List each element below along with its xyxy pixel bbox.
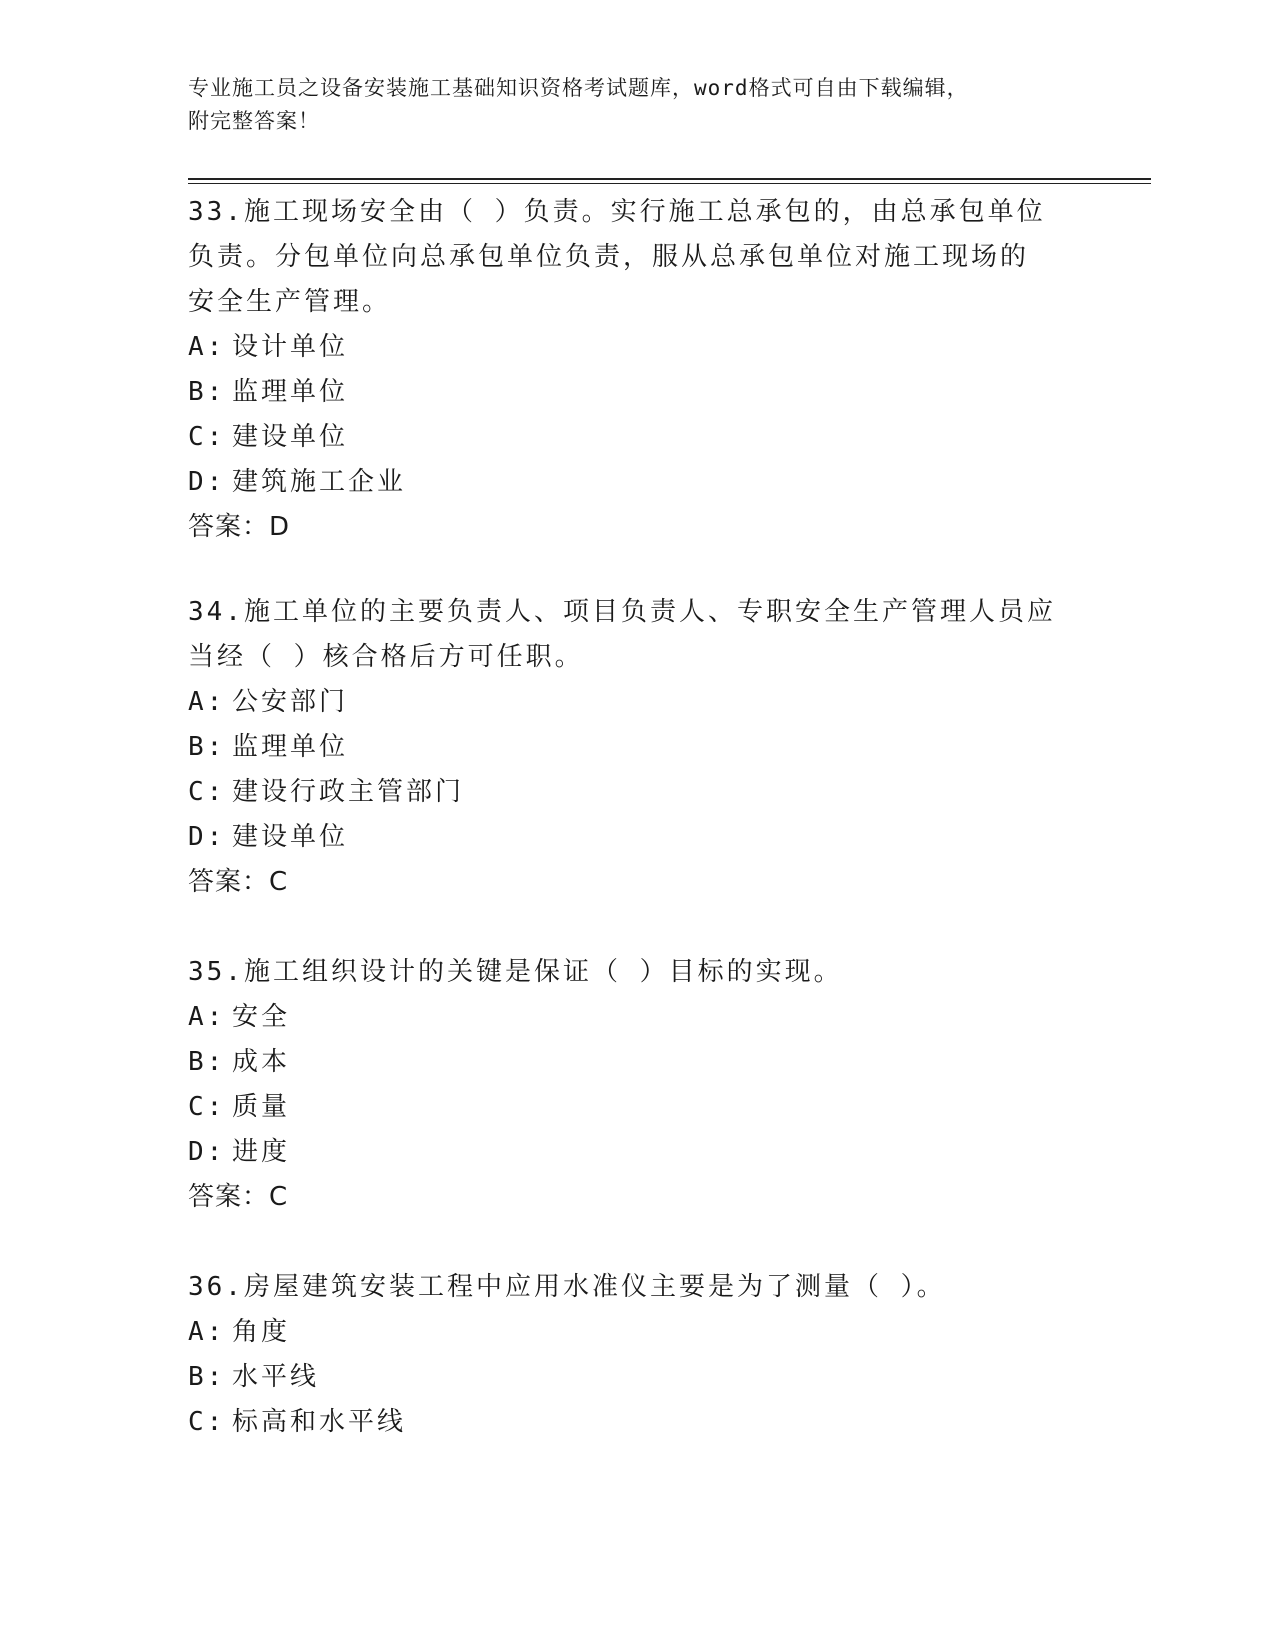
- option-c: [188, 415, 1088, 460]
- option-text: 设计单位: [232, 332, 349, 362]
- question-stem: 34.施工单位的主要负责人、项目负责人、专职安全生产管理人员应当经（ ）核合格后方可任职。: [188, 597, 1056, 672]
- option-label: D:: [188, 822, 226, 852]
- option-c: [188, 770, 1088, 815]
- header-divider-thick: [188, 178, 1151, 180]
- option-label: A:: [188, 332, 226, 362]
- document-header: 专业施工员之设备安装施工基础知识资格考试题库，word格式可自由下载编辑， 附完整答案！: [188, 76, 969, 133]
- option-b: [188, 1355, 1088, 1400]
- option-text: 水平线: [232, 1362, 320, 1392]
- option-a: [188, 325, 1088, 370]
- option-text: 角度: [232, 1317, 291, 1347]
- answer: 答案：C: [188, 1182, 289, 1212]
- question-stem: 33.施工现场安全由（ ）负责。实行施工总承包的，由总承包单位负责。分包单位向总承包单位负责，服从总承包单位对施工现场的安全生产管理。: [188, 197, 1046, 317]
- option-label: C:: [188, 422, 226, 452]
- option-text: 安全: [232, 1002, 291, 1032]
- option-label: C:: [188, 777, 226, 807]
- option-label: C:: [188, 1092, 226, 1122]
- option-label: D:: [188, 1137, 226, 1167]
- option-label: B:: [188, 1047, 226, 1077]
- answer: 答案：D: [188, 512, 291, 542]
- option-label: B:: [188, 377, 226, 407]
- option-b: [188, 725, 1088, 770]
- option-text: 公安部门: [232, 687, 349, 717]
- option-text: 建设行政主管部门: [232, 777, 465, 807]
- question-34: [188, 590, 1088, 905]
- option-d: [188, 815, 1088, 860]
- question-36: [188, 1265, 1088, 1445]
- question-stem: 36.房屋建筑安装工程中应用水准仪主要是为了测量（ ）。: [188, 1272, 946, 1302]
- question-35: [188, 950, 1088, 1220]
- answer: 答案：C: [188, 867, 289, 897]
- option-b: [188, 370, 1088, 415]
- option-text: 质量: [232, 1092, 291, 1122]
- option-label: A:: [188, 1002, 226, 1032]
- option-d: [188, 460, 1088, 505]
- option-a: [188, 995, 1088, 1040]
- option-c: [188, 1400, 1088, 1445]
- option-label: C:: [188, 1407, 226, 1437]
- option-text: 监理单位: [232, 377, 349, 407]
- option-text: 标高和水平线: [232, 1407, 407, 1437]
- option-text: 建筑施工企业: [232, 467, 407, 497]
- option-text: 监理单位: [232, 732, 349, 762]
- option-c: [188, 1085, 1088, 1130]
- option-d: [188, 1130, 1088, 1175]
- option-label: A:: [188, 1317, 226, 1347]
- option-text: 成本: [232, 1047, 291, 1077]
- option-label: D:: [188, 467, 226, 497]
- question-stem: 35.施工组织设计的关键是保证（ ）目标的实现。: [188, 957, 843, 987]
- option-label: B:: [188, 1362, 226, 1392]
- option-label: B:: [188, 732, 226, 762]
- option-label: A:: [188, 687, 226, 717]
- option-text: 建设单位: [232, 822, 349, 852]
- option-a: [188, 680, 1088, 725]
- option-a: [188, 1310, 1088, 1355]
- option-text: 建设单位: [232, 422, 349, 452]
- option-text: 进度: [232, 1137, 291, 1167]
- question-33: [188, 190, 1088, 550]
- option-b: [188, 1040, 1088, 1085]
- header-divider-thin: [188, 183, 1151, 184]
